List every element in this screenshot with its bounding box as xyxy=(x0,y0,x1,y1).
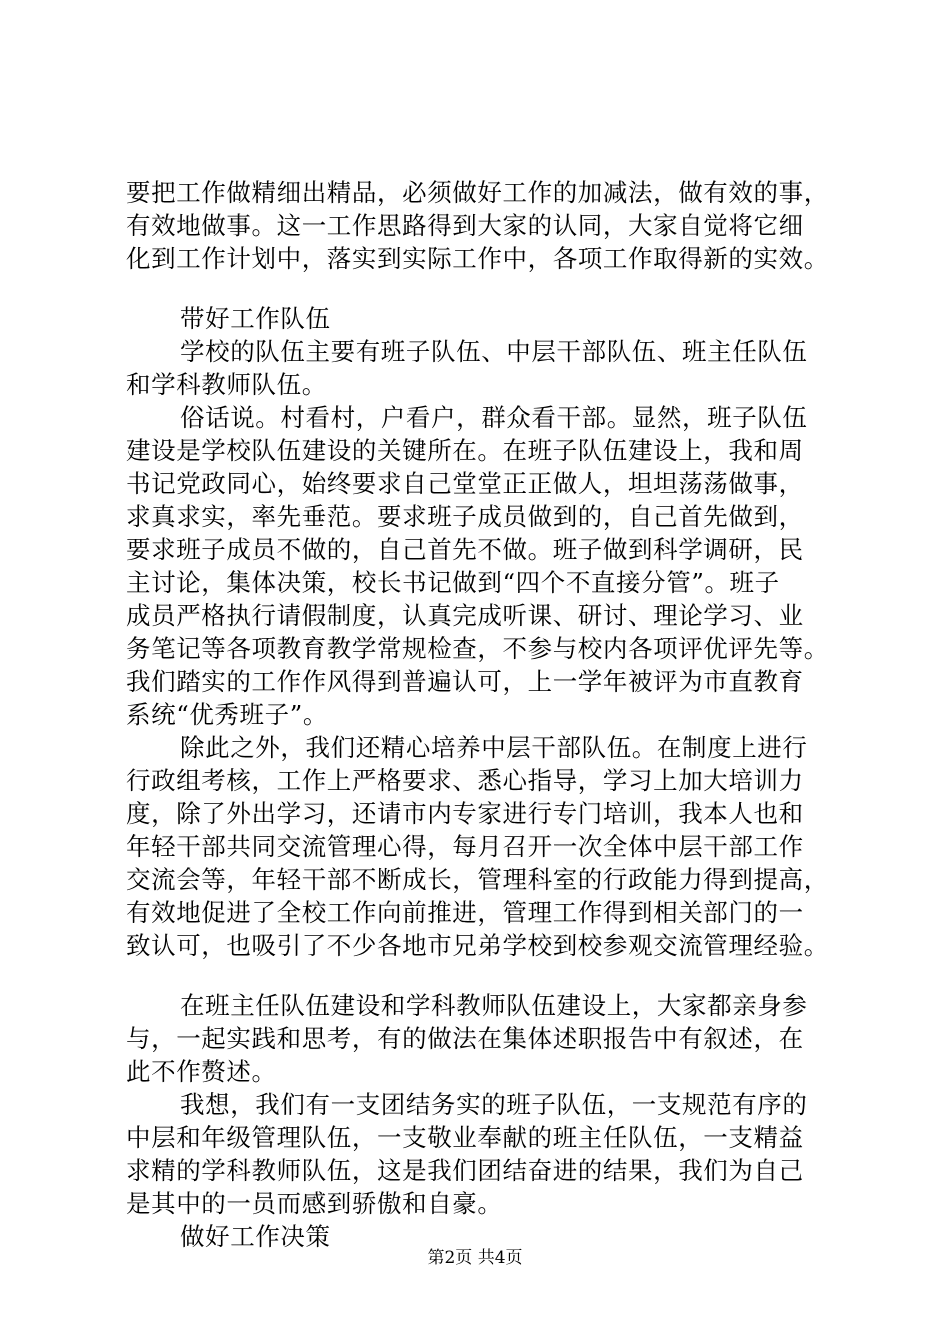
text-line: 我们踏实的工作作风得到普遍认可，上一学年被评为市直教育 xyxy=(126,667,804,696)
text-line: 求真求实，率先垂范。要求班子成员做到的，自己首先做到， xyxy=(126,502,804,531)
paragraph-gap xyxy=(126,275,856,302)
section-heading: 带好工作队伍 xyxy=(180,304,331,333)
page-number: 第2页 共4页 xyxy=(427,1248,523,1268)
text-line: 学校的队伍主要有班子队伍、中层干部队伍、班主任队伍 xyxy=(180,337,808,366)
text-line: 是其中的一员而感到骄傲和自豪。 xyxy=(126,1189,503,1218)
text-line: 求精的学科教师队伍，这是我们团结奋进的结果，我们为自己 xyxy=(126,1156,804,1185)
text-line: 与，一起实践和思考，有的做法在集体述职报告中有叙述，在 xyxy=(126,1024,804,1053)
text-line: 有效地做事。这一工作思路得到大家的认同，大家自觉将它细 xyxy=(126,211,804,240)
text-line: 此不作赘述。 xyxy=(126,1057,277,1086)
text-line: 在班主任队伍建设和学科教师队伍建设上，大家都亲身参 xyxy=(180,991,808,1020)
text-line: 成员严格执行请假制度，认真完成听课、研讨、理论学习、业 xyxy=(126,601,804,630)
text-line: 务笔记等各项教育教学常规检查，不参与校内各项评优评先等。 xyxy=(126,634,829,663)
text-line: 化到工作计划中，落实到实际工作中，各项工作取得新的实效。 xyxy=(126,244,829,273)
text-line: 交流会等，年轻干部不断成长，管理科室的行政能力得到提高， xyxy=(126,865,829,894)
text-line: 行政组考核，工作上严格要求、悉心指导，学习上加大培训力 xyxy=(126,766,804,795)
text-line: 我想，我们有一支团结务实的班子队伍，一支规范有序的 xyxy=(180,1090,808,1119)
text-line: 中层和年级管理队伍，一支敬业奉献的班主任队伍，一支精益 xyxy=(126,1123,804,1152)
text-line: 建设是学校队伍建设的关键所在。在班子队伍建设上，我和周 xyxy=(126,436,804,465)
text-line: 年轻干部共同交流管理心得，每月召开一次全体中层干部工作 xyxy=(126,832,804,861)
paragraph-gap xyxy=(126,962,856,989)
text-line: 主讨论，集体决策，校长书记做到“四个不直接分管”。班子 xyxy=(126,568,780,597)
text-line: 俗话说。村看村，户看户，群众看干部。显然，班子队伍 xyxy=(180,403,808,432)
text-line: 系统“优秀班子”。 xyxy=(126,700,328,729)
text-line: 要把工作做精细出精品，必须做好工作的加减法，做有效的事， xyxy=(126,178,829,207)
text-line: 和学科教师队伍。 xyxy=(126,370,327,399)
body-text xyxy=(126,176,856,1253)
text-line: 有效地促进了全校工作向前推进，管理工作得到相关部门的一 xyxy=(126,898,804,927)
text-line: 要求班子成员不做的，自己首先不做。班子做到科学调研，民 xyxy=(126,535,804,564)
text-line: 度，除了外出学习，还请市内专家进行专门培训，我本人也和 xyxy=(126,799,804,828)
text-line: 致认可，也吸引了不少各地市兄弟学校到校参观交流管理经验。 xyxy=(126,931,829,960)
text-line: 书记党政同心，始终要求自己堂堂正正做人，坦坦荡荡做事， xyxy=(126,469,804,498)
text-line: 除此之外，我们还精心培养中层干部队伍。在制度上进行 xyxy=(180,733,808,762)
section-heading: 做好工作决策 xyxy=(180,1222,331,1251)
